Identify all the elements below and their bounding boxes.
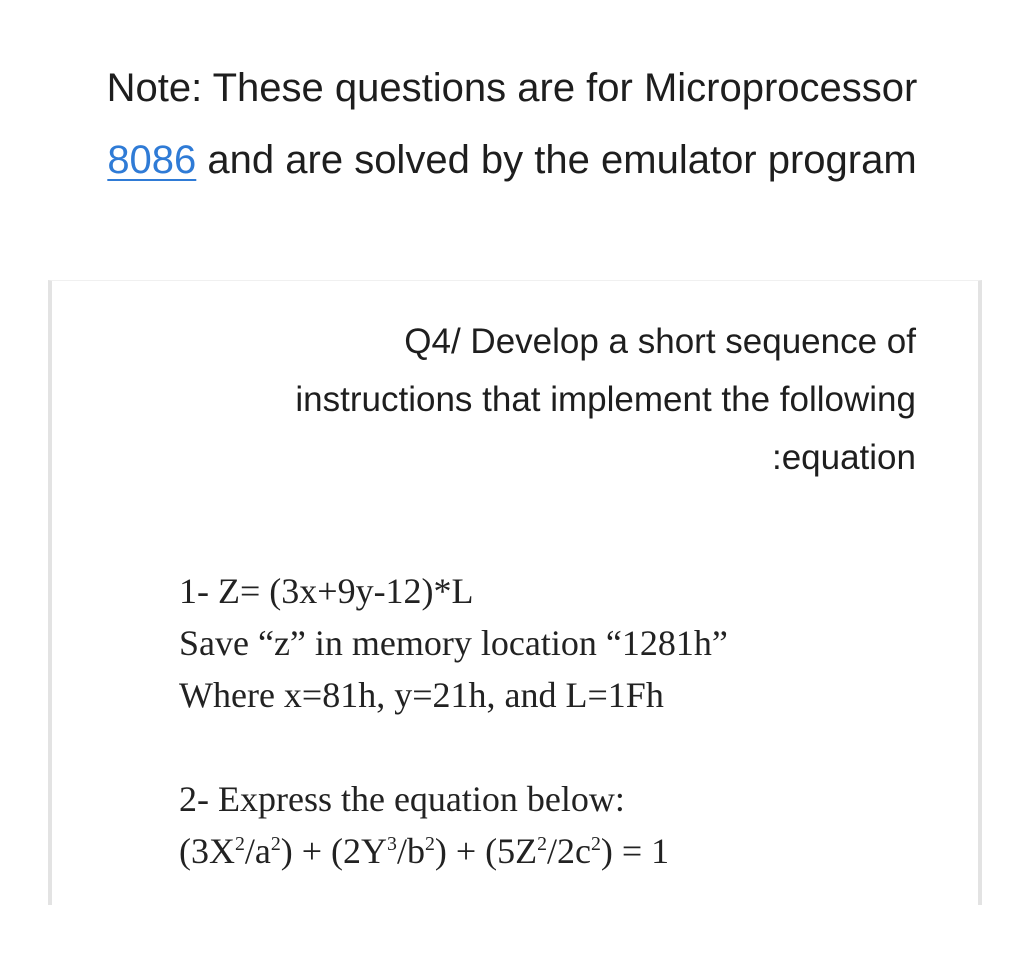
eq-exponent: 2 (235, 833, 245, 856)
eq-exponent: 2 (591, 833, 601, 856)
note-text (0, 52, 1024, 196)
question-line-1: Q4/ Develop a short sequence of (404, 322, 916, 361)
eq-exponent: 2 (424, 833, 435, 856)
note-line-2 (0, 124, 1024, 196)
eq-part: (3X (179, 831, 235, 871)
item-2-heading: 2- Express the equation below: (179, 779, 625, 819)
question-prompt (156, 313, 916, 487)
eq-exponent: 3 (387, 833, 397, 856)
eq-part: /b (396, 831, 425, 871)
question-image-card (48, 280, 982, 905)
item-1-save-instruction: Save “z” in memory location “1281h” (179, 623, 728, 663)
eq-exponent: 2 (270, 833, 281, 856)
item-1-values: Where x=81h, y=21h, and L=1Fh (179, 675, 664, 715)
item-spacer (179, 721, 728, 773)
eq-part: ) + (2Y (280, 831, 388, 871)
note-line-2-text: and are solved by the emulator program (196, 138, 917, 182)
eq-part: /2c (547, 831, 591, 871)
item-1-equation: 1- Z= (3x+9y-12)*L (179, 571, 474, 611)
note-line-1: Note: These questions are for Microprocessor (106, 66, 918, 110)
item-2-equation (179, 825, 728, 877)
question-items (179, 565, 728, 877)
question-line-2: instructions that implement the following (295, 380, 916, 419)
eq-part: ) = 1 (600, 831, 670, 871)
processor-link[interactable]: 8086 (107, 138, 197, 182)
eq-part: ) + (5Z (434, 831, 538, 871)
eq-exponent: 2 (537, 833, 548, 856)
question-line-3: :equation (771, 438, 916, 477)
eq-part: /a (244, 831, 271, 871)
